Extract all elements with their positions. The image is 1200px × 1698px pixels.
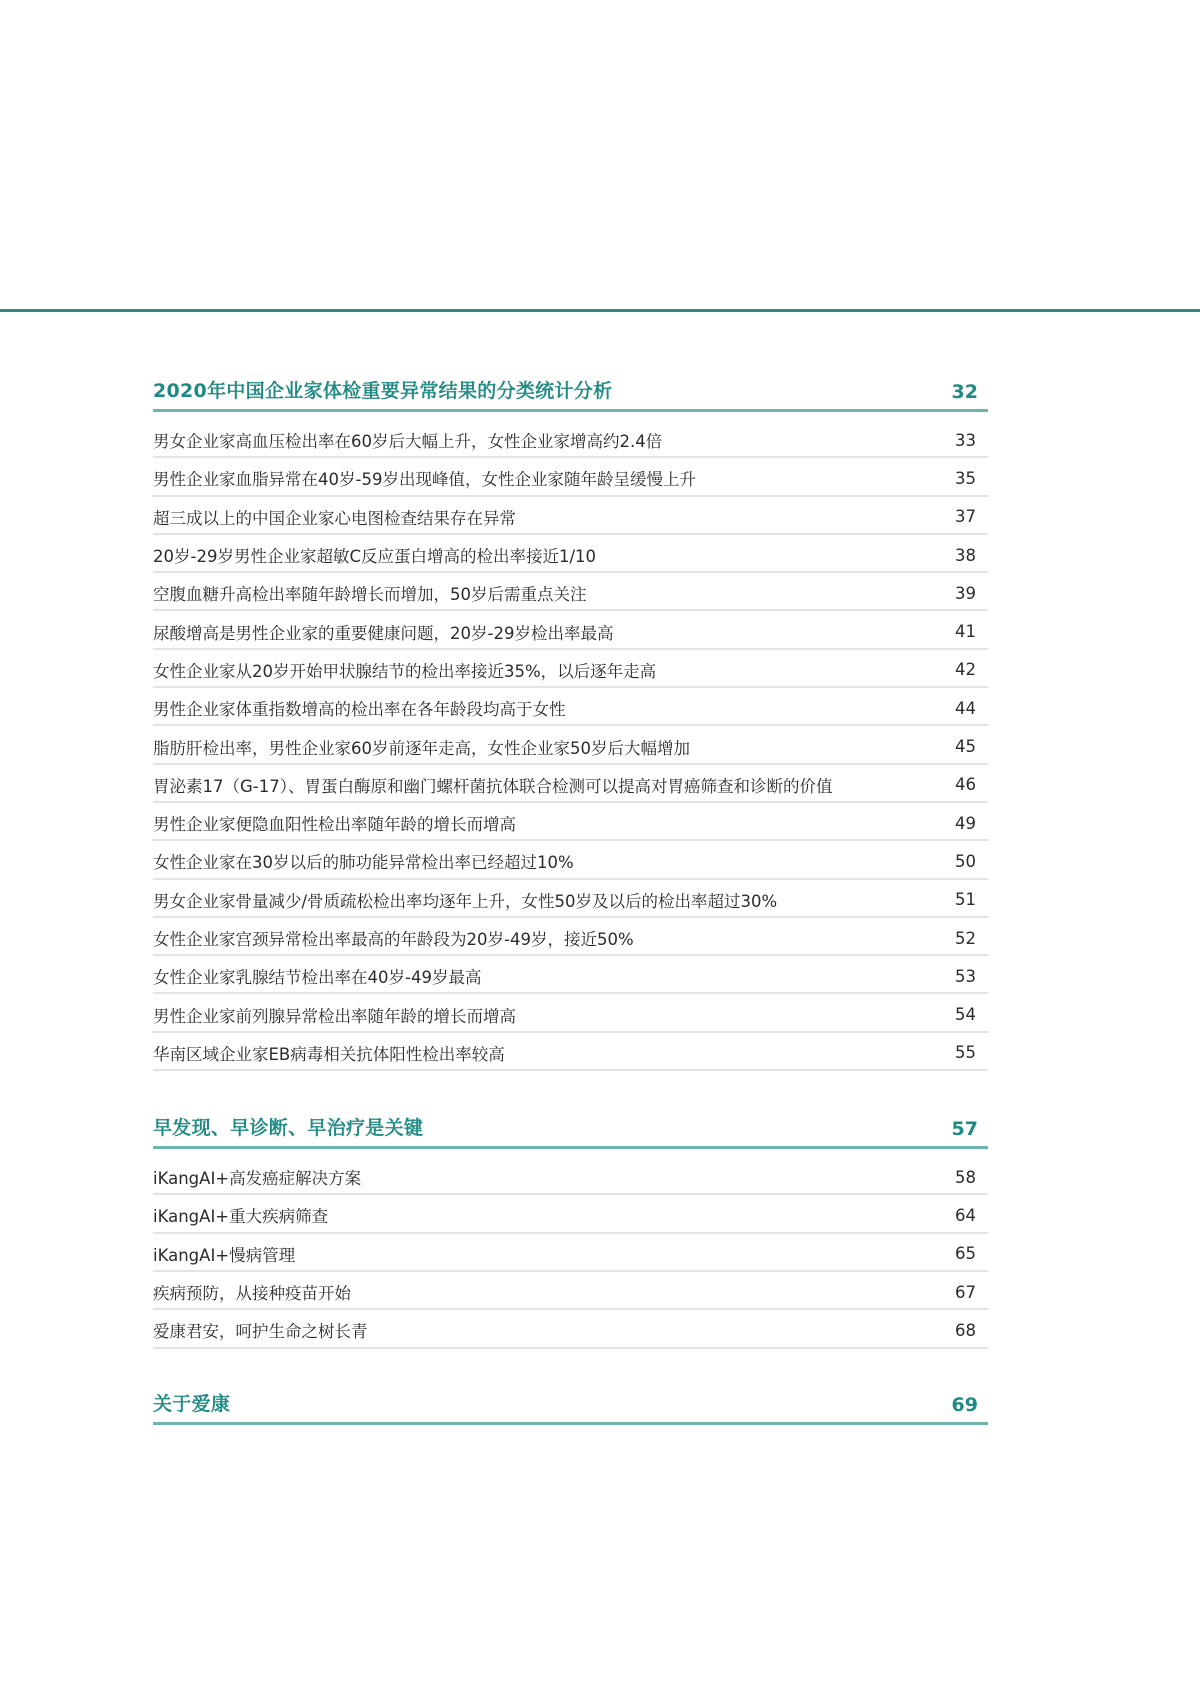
entry-page-number: 50 (955, 851, 976, 871)
entry-page-number: 35 (955, 468, 976, 488)
entry-title: 男女企业家高血压检出率在60岁后大幅上升，女性企业家增高约2.4倍 (153, 432, 663, 452)
toc-entry[interactable] (153, 1272, 988, 1310)
toc-entry[interactable] (153, 880, 988, 918)
entry-page-number: 42 (955, 660, 976, 680)
section-page-number: 32 (951, 381, 978, 403)
toc-entry[interactable] (153, 1234, 988, 1272)
entry-page-number: 38 (955, 545, 976, 565)
toc-entry[interactable] (153, 765, 988, 803)
entry-title: 女性企业家乳腺结节检出率在40岁-49岁最高 (153, 968, 482, 988)
entry-title: 男性企业家便隐血阳性检出率随年龄的增长而增高 (153, 815, 516, 835)
section-title: 关于爱康 (153, 1392, 231, 1415)
toc-entry[interactable] (153, 420, 988, 458)
entry-title: 爱康君安，呵护生命之树长青 (153, 1322, 368, 1342)
entry-title: 男女企业家骨量减少/骨质疏松检出率均逐年上升，女性50岁及以后的检出率超过30% (153, 891, 778, 911)
entry-page-number: 51 (955, 890, 976, 910)
toc-section (153, 1113, 988, 1348)
entry-page-number: 33 (955, 430, 976, 450)
section-title: 早发现、早诊断、早治疗是关键 (153, 1117, 424, 1140)
entry-page-number: 68 (955, 1320, 976, 1340)
toc-entry[interactable] (153, 535, 988, 573)
toc-entry[interactable] (153, 803, 988, 841)
entry-title: 空腹血糖升高检出率随年龄增长而增加，50岁后需重点关注 (153, 585, 587, 605)
entry-title: iKangAI+慢病管理 (153, 1245, 296, 1265)
entry-page-number: 54 (955, 1005, 976, 1025)
toc-entry[interactable] (153, 650, 988, 688)
section-page-number: 69 (951, 1393, 978, 1416)
entry-title: 超三成以上的中国企业家心电图检查结果存在异常 (153, 508, 516, 528)
toc-entry[interactable] (153, 573, 988, 611)
toc-section-heading[interactable] (153, 376, 988, 412)
toc-section-heading[interactable] (153, 1113, 988, 1149)
entry-page-number: 53 (955, 966, 976, 986)
entry-title: 女性企业家宫颈异常检出率最高的年龄段为20岁-49岁，接近50% (153, 930, 634, 949)
entry-title: 华南区域企业家EB病毒相关抗体阳性检出率较高 (153, 1044, 505, 1064)
toc-entry[interactable] (153, 497, 988, 535)
entry-title: 男性企业家体重指数增高的检出率在各年龄段均高于女性 (153, 700, 566, 720)
toc-section (153, 376, 988, 1071)
entry-title: iKangAI+高发癌症解决方案 (153, 1169, 362, 1189)
toc-entry[interactable] (153, 994, 988, 1032)
entry-page-number: 64 (955, 1205, 976, 1225)
toc-entry[interactable] (153, 956, 988, 994)
toc-entry[interactable] (153, 1033, 988, 1071)
entry-title: iKangAI+重大疾病筛查 (153, 1207, 329, 1227)
entry-page-number: 55 (955, 1043, 976, 1063)
entry-page-number: 49 (955, 813, 976, 833)
entry-page-number: 65 (955, 1244, 976, 1264)
toc-entry-list (153, 420, 988, 1071)
table-of-contents (153, 376, 988, 1425)
entry-title: 男性企业家血脂异常在40岁-59岁出现峰值，女性企业家随年龄呈缓慢上升 (153, 470, 696, 490)
entry-title: 尿酸增高是男性企业家的重要健康问题，20岁-29岁检出率最高 (153, 623, 614, 643)
toc-section-heading[interactable] (153, 1389, 988, 1425)
entry-title: 女性企业家在30岁以后的肺功能异常检出率已经超过10% (153, 853, 574, 873)
toc-entry-list (153, 1157, 988, 1348)
entry-page-number: 58 (955, 1167, 976, 1187)
toc-entry[interactable] (153, 841, 988, 879)
toc-entry[interactable] (153, 458, 988, 496)
entry-title: 20岁-29岁男性企业家超敏C反应蛋白增高的检出率接近1/10 (153, 547, 597, 567)
entry-title: 脂肪肝检出率，男性企业家60岁前逐年走高，女性企业家50岁后大幅增加 (153, 738, 690, 758)
toc-entry[interactable] (153, 726, 988, 764)
section-title: 2020年中国企业家体检重要异常结果的分类统计分析 (153, 380, 613, 402)
entry-page-number: 46 (955, 775, 976, 795)
entry-page-number: 37 (955, 507, 976, 527)
toc-entry[interactable] (153, 1195, 988, 1233)
entry-page-number: 39 (955, 583, 976, 603)
entry-title: 男性企业家前列腺异常检出率随年龄的增长而增高 (153, 1006, 516, 1026)
entry-title: 女性企业家从20岁开始甲状腺结节的检出率接近35%，以后逐年走高 (153, 661, 657, 681)
toc-entry[interactable] (153, 1310, 988, 1348)
entry-page-number: 45 (955, 737, 976, 757)
entry-page-number: 44 (955, 698, 976, 718)
toc-section (153, 1389, 988, 1425)
top-divider-rule (0, 309, 1200, 312)
toc-entry[interactable] (153, 611, 988, 649)
entry-page-number: 67 (955, 1282, 976, 1302)
section-page-number: 57 (951, 1118, 978, 1141)
entry-title: 疾病预防，从接种疫苗开始 (153, 1284, 351, 1304)
entry-page-number: 52 (955, 928, 976, 948)
toc-entry[interactable] (153, 918, 988, 956)
entry-title: 胃泌素17（G-17）、胃蛋白酶原和幽门螺杆菌抗体联合检测可以提高对胃癌筛查和诊断的价值 (153, 776, 833, 796)
entry-page-number: 41 (955, 622, 976, 642)
toc-entry[interactable] (153, 1157, 988, 1195)
toc-entry[interactable] (153, 688, 988, 726)
